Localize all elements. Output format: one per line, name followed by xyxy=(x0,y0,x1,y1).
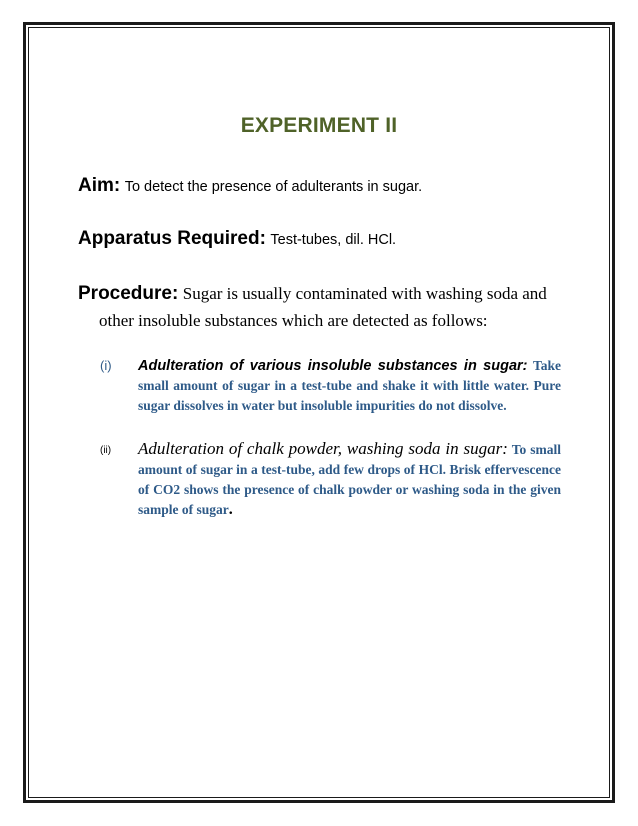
list-item xyxy=(138,439,561,520)
list-item xyxy=(138,356,561,416)
page-title: EXPERIMENT II xyxy=(240,114,398,137)
list-item-text: Take small amount of sugar in a test-tube and shake it with little water. Pure sugar dissolves in water but insoluble impurities do not dissolve. xyxy=(138,358,561,413)
list-item-text: To small amount of sugar in a test-tube, add few drops of HCl. Brisk effervescence of CO2 shows the presence of chalk powder or washing soda in the given sample of sugar xyxy=(138,442,561,517)
aim-text: To detect the presence of adulterants in sugar. xyxy=(124,179,423,195)
procedure-label: Procedure: xyxy=(78,283,179,304)
apparatus-text: Test-tubes, dil. HCl. xyxy=(270,232,397,248)
list-item-marker: (ii) xyxy=(100,445,112,456)
list-item-heading: Adulteration of various insoluble substances in sugar: xyxy=(138,358,528,374)
procedure-line xyxy=(78,283,547,305)
procedure-text-line1: Sugar is usually contaminated with washing soda and xyxy=(182,284,547,303)
apparatus-label: Apparatus Required: xyxy=(78,228,266,249)
list-item-end-mark: . xyxy=(228,501,233,518)
list-item-marker: (i) xyxy=(100,358,112,373)
procedure-text-line2: other insoluble substances which are detected as follows: xyxy=(99,311,488,330)
list-item-heading: Adulteration of chalk powder, washing soda in sugar: xyxy=(138,439,508,458)
aim-line xyxy=(78,175,422,197)
aim-label: Aim: xyxy=(78,175,121,196)
apparatus-line xyxy=(78,228,396,250)
